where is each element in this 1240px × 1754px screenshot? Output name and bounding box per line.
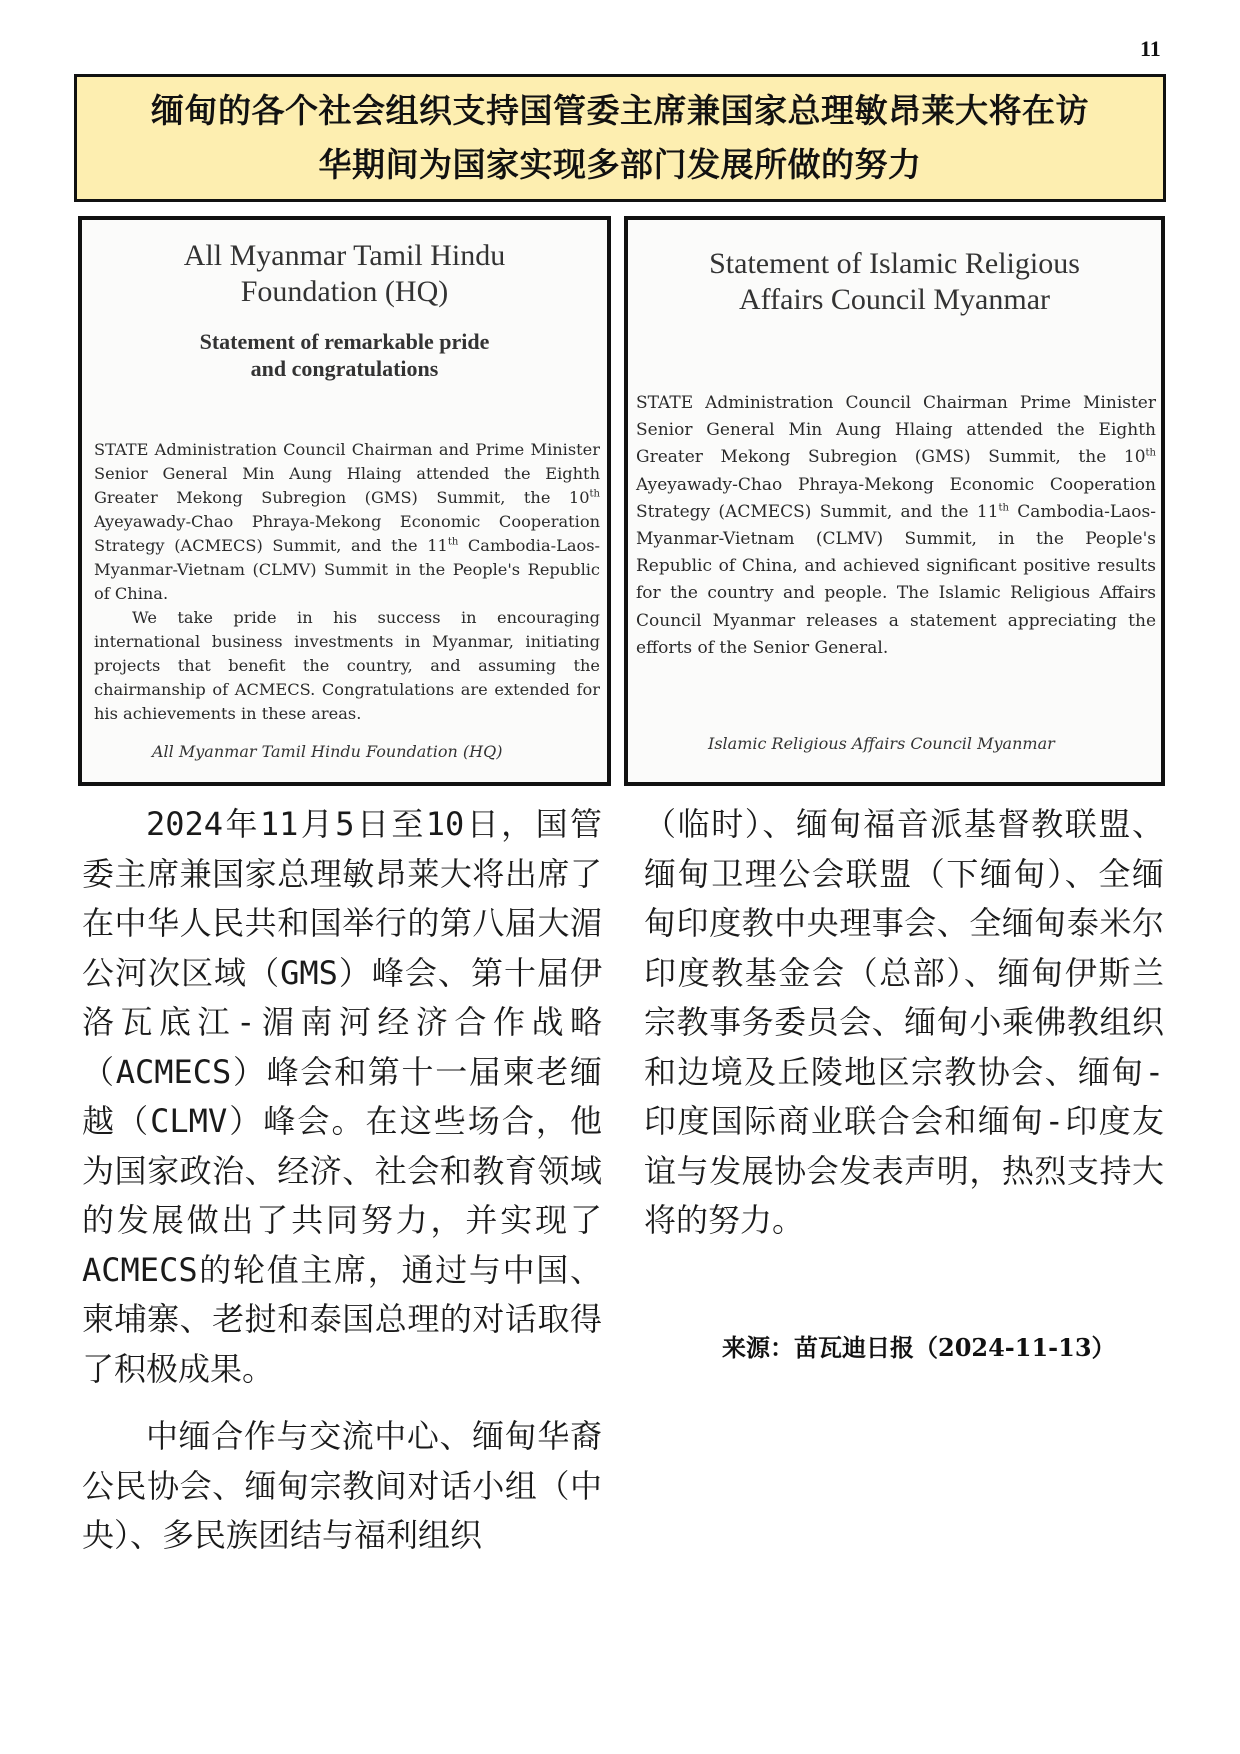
article-paragraph-2-end: （临时）、缅甸福音派基督教联盟、缅甸卫理公会联盟（下缅甸）、全缅甸印度教中央理事会、全缅甸泰米尔印度教基金会（总部）、缅甸伊斯兰宗教事务委员会、缅甸小乘佛教组织和边境及丘陵地区宗教协会、缅甸-印度国际商业联合会和缅甸-印度友谊与发展协会发表声明，热烈支持大将的努力。 [644, 805, 1164, 1239]
statement-subtitle-line-2: and congratulations [250, 356, 439, 381]
statement-signature: Islamic Religious Affairs Council Myanmar [708, 734, 1055, 753]
article-title-line-2: 华期间为国家实现多部门发展所做的努力 [318, 145, 922, 184]
article-source: 来源：苗瓦迪日报（2024-11-13） [722, 1333, 1116, 1362]
article-title-line-1: 缅甸的各个社会组织支持国管委主席兼国家总理敏昂莱大将在访 [151, 91, 1089, 130]
article-paragraph-2-start: 中缅合作与交流中心、缅甸华裔公民协会、缅甸宗教间对话小组（中央）、多民族团结与福利组织 [82, 1417, 602, 1554]
statement-signature: All Myanmar Tamil Hindu Foundation (HQ) [152, 742, 503, 761]
statement-paragraph-2: We take pride in his success in encouraging international business investments in Myanmar, initiating projects that benefit the country, and assuming the chairmanship of ACMECS. Congratulations are extended for his achievements in these areas. [94, 608, 600, 723]
statement-title-line-1: Statement of Islamic Religious [709, 247, 1080, 280]
tamil-hindu-statement-clipping [78, 216, 611, 786]
article-column-left [82, 800, 602, 1561]
statement-title-line-2: Foundation (HQ) [240, 275, 449, 308]
statement-title-line-1: All Myanmar Tamil Hindu [183, 239, 506, 272]
statement-subtitle-line-1: Statement of remarkable pride [199, 329, 490, 354]
article-title-box [74, 74, 1166, 202]
page-number: 11 [1140, 36, 1161, 61]
statement-title-line-2: Affairs Council Myanmar [738, 283, 1051, 316]
article-paragraph-1: 2024年11月5日至10日，国管委主席兼国家总理敏昂莱大将出席了在中华人民共和国举行的第八届大湄公河次区域（GMS）峰会、第十届伊洛瓦底江-湄南河经济合作战略（ACMECS）峰会和第十一届柬老缅越（CLMV）峰会。在这些场合，他为国家政治、经济、社会和教育领域的发展做出了共同努力，并实现了ACMECS的轮值主席，通过与中国、柬埔寨、老挝和泰国总理的对话取得了积极成果。 [82, 805, 602, 1388]
statement-paragraph: STATE Administration Council Chairman Prime Minister Senior General Min Aung Hlaing attended the Eighth Greater Mekong Subregion (GMS) Summit, the 10th Ayeyawady-Chao Phraya-Mekong Economic Cooperation Strategy (ACMECS) Summit, and the 11th Cambodia-Laos-Myanmar-Vietnam (CLMV) Summit, in the People's Republic of China, and achieved significant positive results for the country and people. The Islamic Religious Affairs Council Myanmar releases a statement appreciating the efforts of the Senior General. [636, 393, 1156, 658]
statement-paragraph-1: STATE Administration Council Chairman and Prime Minister Senior General Min Aung Hlaing attended the Eighth Greater Mekong Subregion (GMS) Summit, the 10th Ayeyawady-Chao Phraya-Mekong Economic Cooperation Strategy (ACMECS) Summit, and the 11th Cambodia-Laos-Myanmar-Vietnam (CLMV) Summit in the People's Republic of China. [94, 440, 600, 603]
article-column-right [644, 800, 1164, 1246]
islamic-council-statement-clipping [624, 216, 1165, 786]
